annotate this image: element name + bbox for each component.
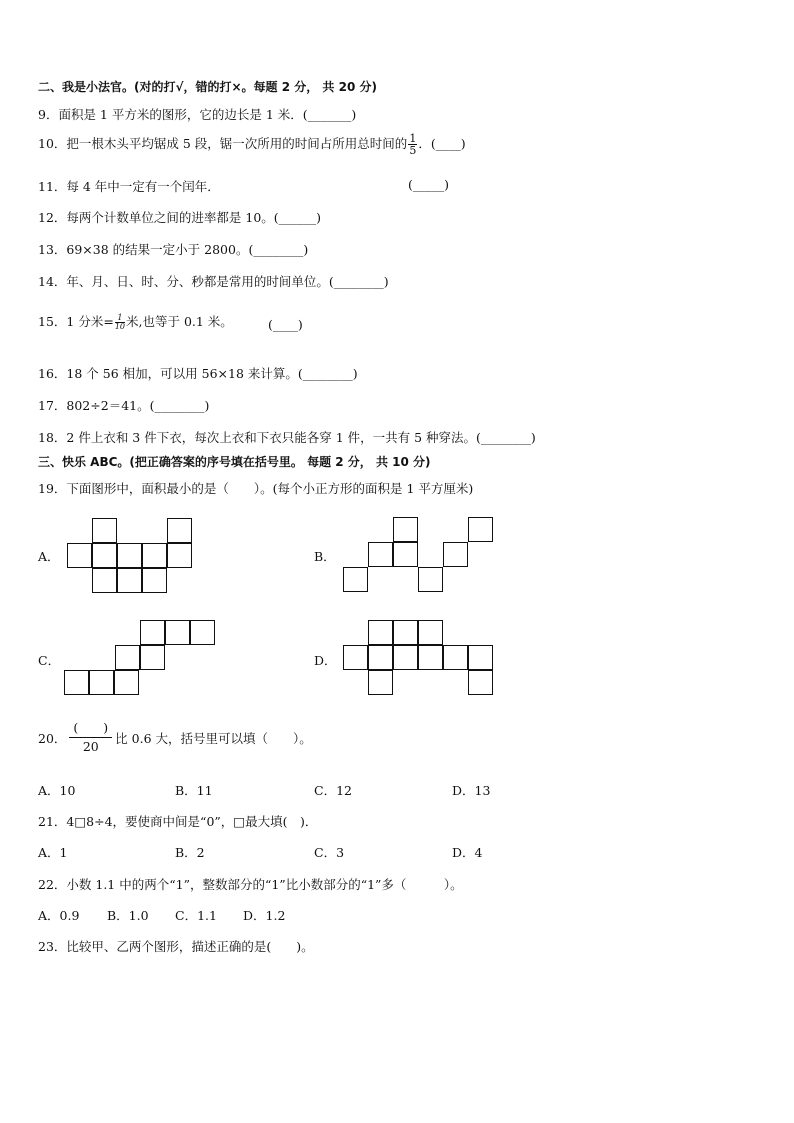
option-d-label: D． [314,653,337,668]
fraction-denominator: 5 [409,144,417,157]
fraction-denominator: 10 [114,322,125,331]
q20-option-b: B．11 [175,783,213,798]
fraction-one-tenth [115,314,125,331]
question-10 [38,133,466,156]
option-a-label: A． [38,549,60,564]
q22-option-a: A．0.9 [38,908,80,923]
question-20-text: 比 0.6 大，括号里可以填（ ）。 [115,730,312,746]
q22-option-d: D．1.2 [243,908,286,923]
fraction-numerator: ( ) [69,722,112,738]
q20-option-a: A．10 [38,783,76,798]
question-15-text-end: 米,也等于 0.1 米。 [126,314,233,329]
q21-option-b: B．2 [175,845,205,860]
question-20-number: 20． [38,730,67,746]
question-12: 12．每两个计数单位之间的进率都是 10。(______) [38,210,322,225]
question-15-text: 15．1 分米= [38,314,114,329]
fraction-numerator: 1 [115,314,125,323]
question-11-blank: (_____) [408,177,450,192]
q22-option-c: C．1.1 [175,908,217,923]
question-19: 19．下面图形中，面积最小的是（ ）。(每个小正方形的面积是 1 平方厘米) [38,481,474,496]
q20-option-d: D．13 [452,783,491,798]
option-c-label: C． [38,653,61,668]
question-14: 14．年、月、日、时、分、秒都是常用的时间单位。(________) [38,274,389,289]
fraction-denominator: 20 [82,738,99,754]
question-11: 11．每 4 年中一定有一个闰年． [38,179,220,194]
q21-option-a: A．1 [38,845,68,860]
section-2-heading: 二、我是小法官。(对的打√，错的打×。每题 2 分， 共 20 分) [38,80,377,94]
question-10-blank: ．(____) [418,136,466,151]
section-3-heading: 三、快乐 ABC。(把正确答案的序号填在括号里。 每题 2 分， 共 10 分) [38,455,431,469]
option-b-label: B． [314,549,336,564]
question-20 [38,722,312,753]
q21-option-c: C．3 [314,845,345,860]
question-13: 13．69×38 的结果一定小于 2800。(________) [38,242,309,257]
question-22: 22．小数 1.1 中的两个“1”，整数部分的“1”比小数部分的“1”多（ ）。 [38,877,463,892]
question-16: 16．18 个 56 相加，可以用 56×18 来计算。(________) [38,366,358,381]
question-17: 17．802÷2＝41。(________) [38,398,210,413]
q22-option-b: B．1.0 [107,908,149,923]
question-21: 21．4□8÷4，要使商中间是“0”，□最大填( )． [38,814,318,829]
fraction-blank-over-20 [69,722,112,753]
question-23: 23．比较甲、乙两个图形，描述正确的是( )。 [38,939,314,954]
question-15-blank: (____) [268,317,303,332]
fraction-numerator: 1 [409,132,417,145]
question-9: 9．面积是 1 平方米的图形，它的边长是 1 米．(_______) [38,107,357,122]
question-18: 18．2 件上衣和 3 件下衣，每次上衣和下衣只能各穿 1 件，一共有 5 种穿法。(________) [38,430,536,445]
q20-option-c: C．12 [314,783,352,798]
question-15 [38,312,233,331]
q21-option-d: D．4 [452,845,483,860]
fraction-one-fifth [408,133,417,156]
question-10-text: 10．把一根木头平均锯成 5 段，锯一次所用的时间占所用总时间的 [38,136,408,151]
